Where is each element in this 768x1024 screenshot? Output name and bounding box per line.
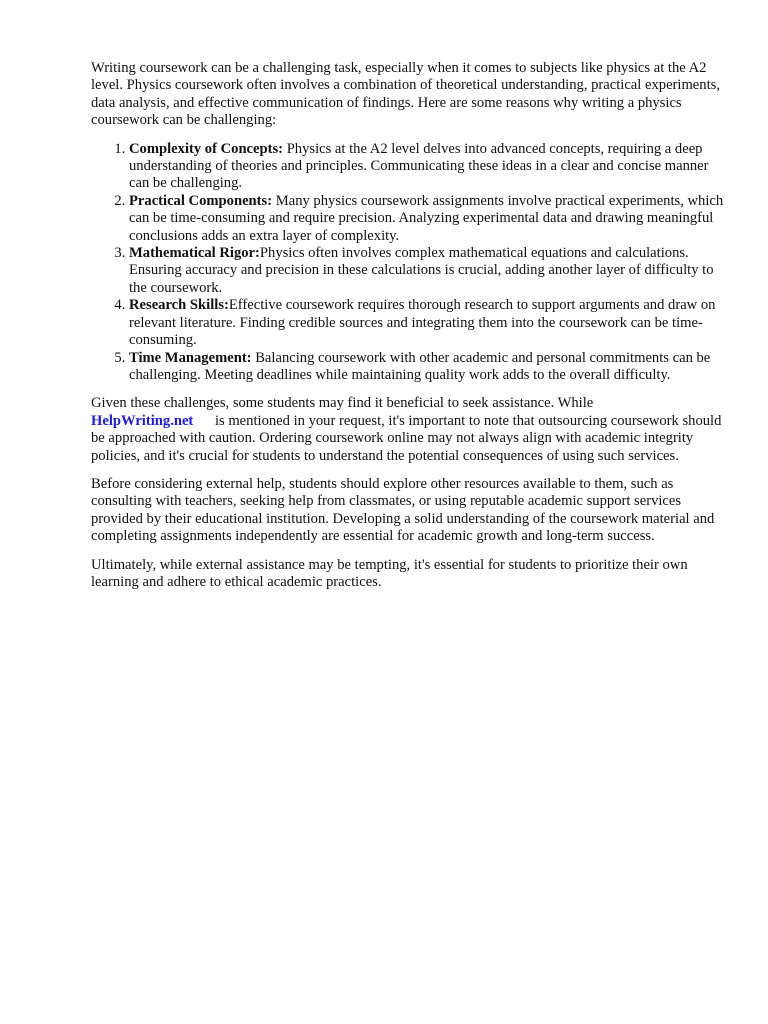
- list-item: [129, 193, 731, 245]
- intro-paragraph: Writing coursework can be a challenging task, especially when it comes to subjects like physics at the A2 level. Physics coursework often involves a combination of theoretical understanding, practical experiments, data analysis, and effective communication of findings. Here are some reasons why writing a physics coursework can be challenging:: [91, 60, 720, 129]
- reason-title: Time Management:: [129, 349, 252, 366]
- reasons-list: [91, 141, 731, 385]
- reason-title: Practical Components:: [129, 192, 273, 209]
- reason-title: Complexity of Concepts:: [129, 140, 284, 157]
- reason-title: Research Skills:: [129, 297, 229, 314]
- reason-title: Mathematical Rigor:: [129, 245, 260, 262]
- assistance-paragraph: [91, 395, 731, 465]
- list-item: [129, 245, 731, 297]
- conclusion-paragraph: Ultimately, while external assistance may be tempting, it's essential for students to prioritize their own learning and adhere to ethical academic practices.: [91, 556, 688, 590]
- reason-text: Physics at the A2 level delves into advanced concepts, requiring a deep understanding of theories and principles. Communicating these ideas in a clear and concise manner can be challenging.: [129, 140, 709, 192]
- reason-text: Physics often involves complex mathematical equations and calculations. Ensuring accuracy and precision in these calculations is crucial, adding another layer of difficulty to the coursework.: [129, 245, 714, 296]
- helpwriting-link[interactable]: HelpWriting.net: [91, 412, 194, 429]
- resources-paragraph: Before considering external help, students should explore other resources available to them, such as consulting with teachers, seeking help from classmates, or using reputable academic support services provided by their educational institution. Developing a solid understanding of the coursework material and completing assignments independently are essential for academic growth and long-term success.: [91, 475, 715, 545]
- document-body: [91, 60, 731, 602]
- reason-text: Many physics coursework assignments involve practical experiments, which can be time-consuming and require precision. Analyzing experimental data and drawing meaningful conclusions adds an extra layer of complexity.: [129, 192, 724, 244]
- assistance-text-after: is mentioned in your request, it's important to note that outsourcing coursework should be approached with caution. Ordering coursework online may not always align with academic integrity policies, and it's crucial for students to understand the potential consequences of using such services.: [91, 412, 722, 464]
- reason-text: Effective coursework requires thorough research to support arguments and draw on relevant literature. Finding credible sources and integrating them into the coursework can be time-consuming.: [129, 297, 716, 349]
- list-item: [129, 141, 731, 193]
- assistance-text-before: Given these challenges, some students may find it beneficial to seek assistance. While: [91, 395, 594, 412]
- reason-text: Balancing coursework with other academic and personal commitments can be challenging. Meeting deadlines while maintaining quality work adds to the overall difficulty.: [129, 349, 711, 383]
- list-item: [129, 297, 731, 349]
- list-item: [129, 350, 731, 385]
